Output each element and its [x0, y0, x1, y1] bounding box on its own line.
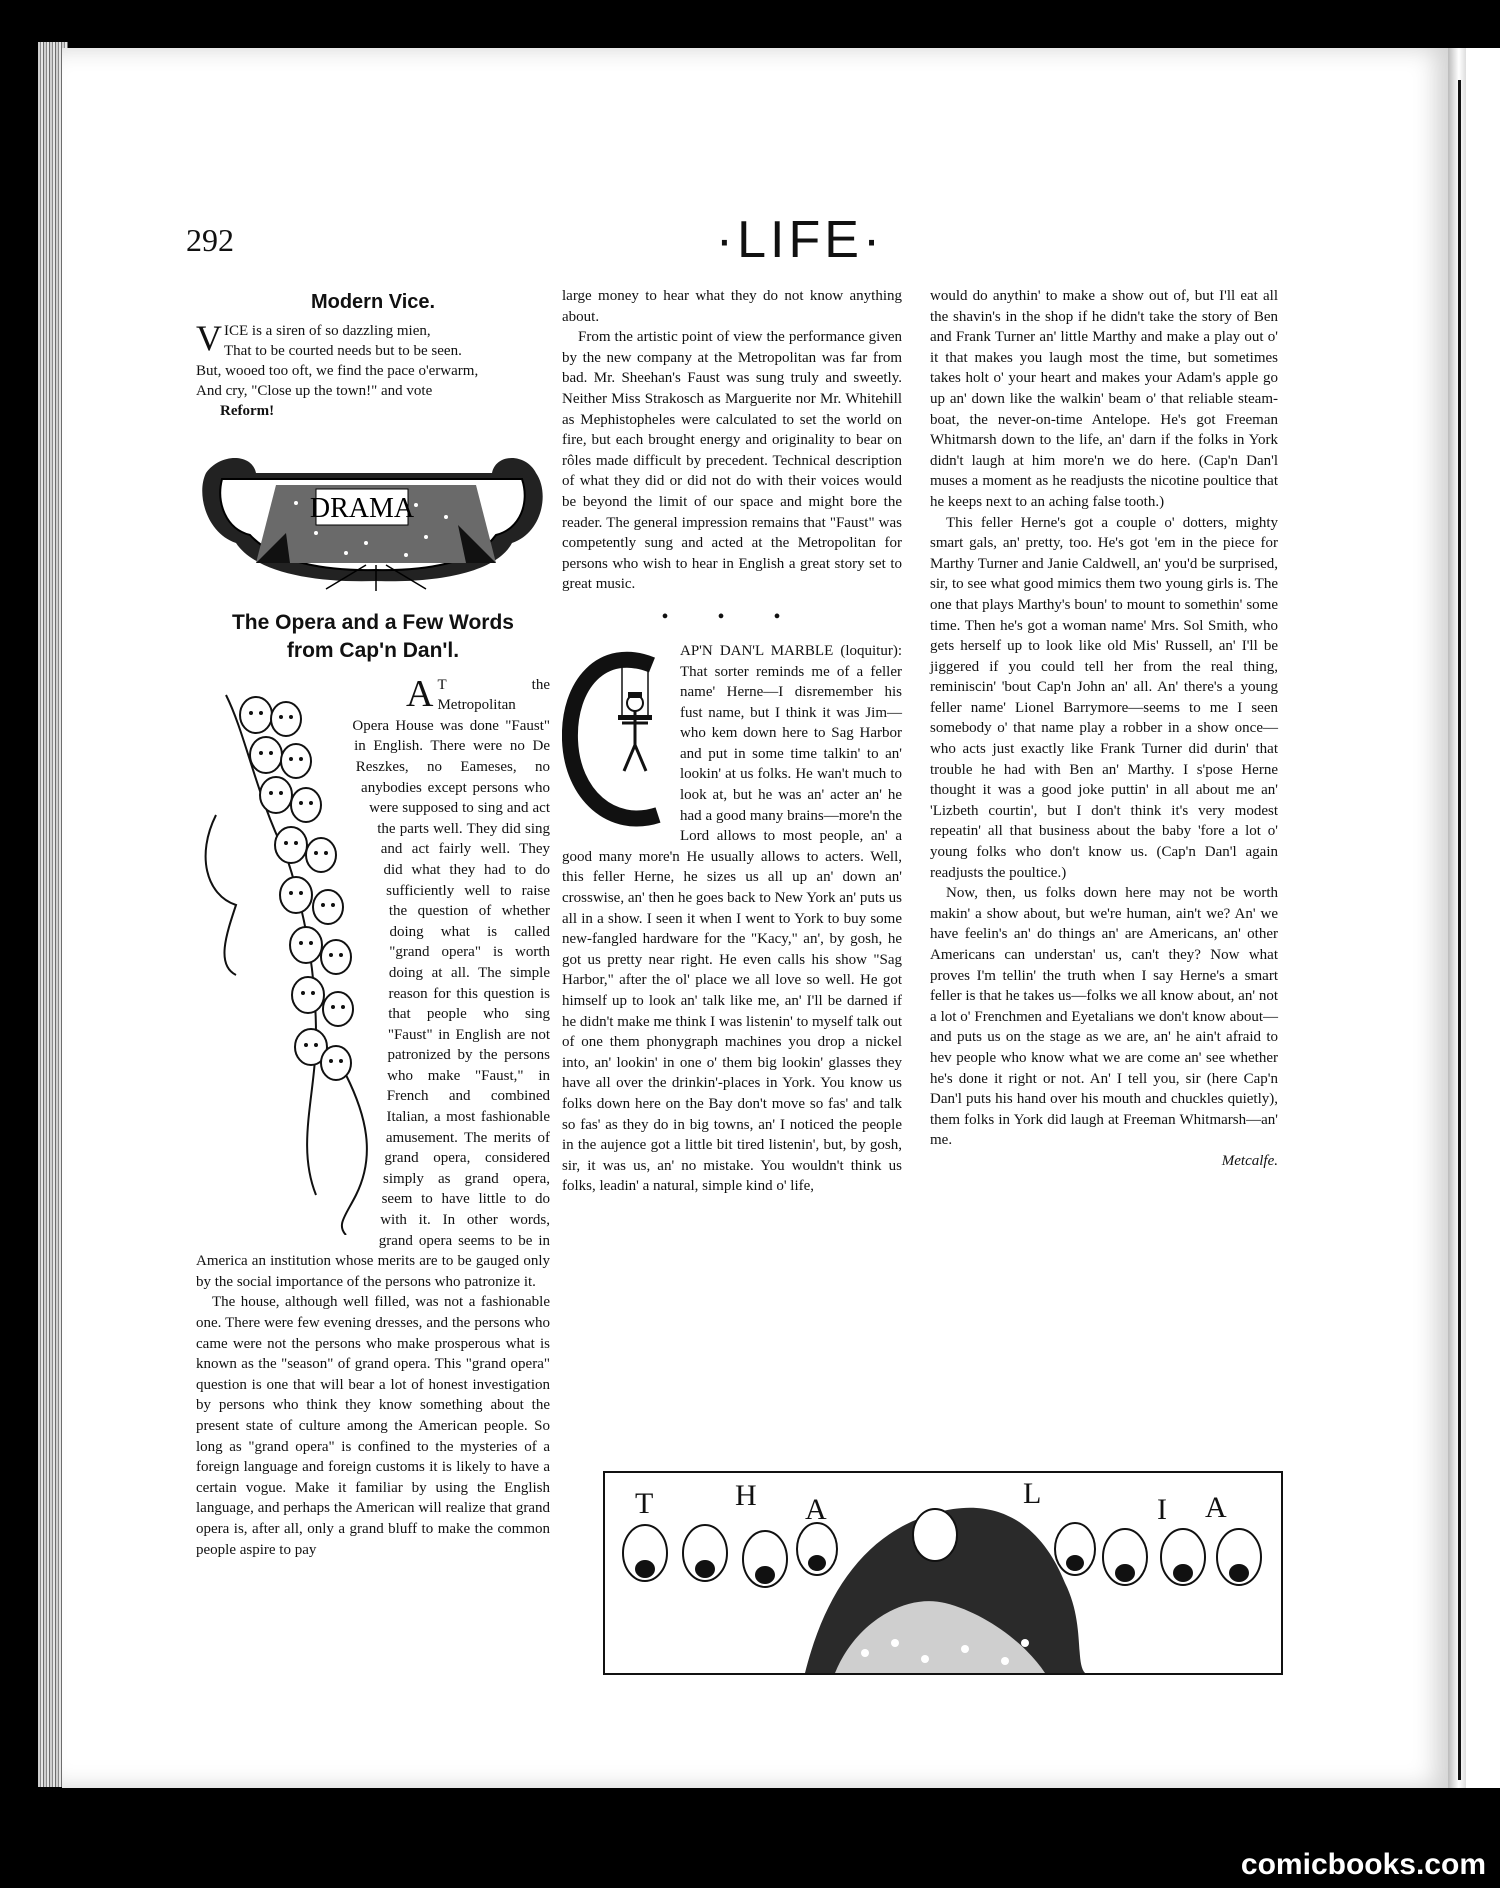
facing-page-border [1458, 80, 1461, 1780]
thalia-letter-t: T [635, 1487, 654, 1520]
section-separator: • • • [661, 605, 803, 628]
poem-line: That to be courted needs but to be seen. [224, 342, 462, 359]
masthead: ·LIFE· [715, 211, 885, 269]
poem-line: ICE is a siren of so dazzling mien, [224, 322, 431, 339]
article-paragraph: From the artistic point of view the performance given by the new company at the Metropolitan was far from bad. Mr. Sheehan's Faust was sung truly and sweetly. Neither Miss Strakosch as Marguerite nor Mr. Whitehill as Mephistopheles were calculated to set the world on fire, but each brought energy and originality to bear on rôles made difficult by precedent. Technical description of what they did or did not do with their voices would be beyond the limit of our space and might bore the reader. The general impression remains that "Faust" was competently sung and acted at the Metropolitan for persons who wish to hear in English a great story set to great music. [562, 329, 902, 593]
capn-section [562, 641, 902, 1197]
article-paragraph: The house, although well filled, was not a fashionable one. There were few evening dresses, and the persons who came were not the persons who make prosperous what is known as the "season" of grand opera. This "grand opera" question is one that will bear a lot of honest investigation by persons who think they know something about the present state of culture among the American people. So long as "grand opera" is confined to the mysteries of a foreign language and foreign customs it is likely to have a certain vogue. Make it familiar by using the English language, and perhaps the American will realize that grand opera is, after all, only a grand bluff to make the common people aspire to pay [196, 1294, 550, 1558]
page-number: 292 [186, 222, 234, 258]
drama-banner-illustration [196, 433, 550, 593]
article-paragraph: would do anythin' to make a show out of, but I'll eat all the shavin's in the shop if he didn't take the story of Ben and Frank Turner an' little Marthy and make a play out o' it that makes you laugh most the time, but sometimes takes holt o' your heart and makes your Adam's apple go up an' down like the walkin' beam o' that reliable steam-boat, the never-on-time Antelope. He's got Freeman Whitmarsh down to the life, an' darn if the folks in York didn't laugh at him more'n we do here. (Cap'n Dan'l muses a moment as he readjusts the nicotine poultice that he keeps next to an aching false tooth.) [930, 288, 1278, 510]
article-paragraph: This feller Herne's got a couple o' dotters, mighty smart gals, an' pretty, too. He's got 'em in the piece for Marthy Turner and Janie Caldwell, an' you'd be surprised, sir, to see what good mimics them two young girls is. The one that plays Marthy's boun' to mount to somethin' some time. Then he's got a woman name' Mrs. Sol Smith, who gets herself up to look like old Mis' Russell, an' I'll be jiggered if you could tell her from the real thing, reminiscin' 'bout Cap'n John an' all. An' there's a young feller name' Lionel Barrymore—seems to me I seen somebody o' that name play a robber in a show once—who acts just exactly like Frank Turner did durin' that trouble he had with Ben an' Marthy. I s'pose Herne thought it was a good joke puttin' in all about me an' 'Lizbeth courtin', but I don't think it's very modest repeatin' all that business about the baby 'fore a lot o' young folks who don't know us. (Cap'n Dan'l again readjusts the poultice.) [930, 514, 1278, 881]
thalia-letter-l: L [1023, 1477, 1042, 1510]
signature: Metcalfe. [1221, 1152, 1278, 1169]
article-title-line1: The Opera and a Few Words [231, 610, 514, 634]
facing-page-edge [1466, 48, 1500, 1788]
thalia-illustration [605, 1473, 1281, 1673]
article-body-col1 [196, 672, 550, 1561]
column-2 [562, 286, 902, 1197]
poem [196, 317, 550, 421]
thalia-banner [603, 1471, 1283, 1675]
poem-dropcap: V [196, 317, 222, 358]
article-paragraph: large money to hear what they do not know anything about. [562, 288, 902, 325]
thalia-letter-i: I [1157, 1493, 1167, 1526]
poem-line: Reform! [220, 402, 275, 419]
article-paragraph: T the Metropolitan Opera House was done "Faust" in English. There were no De Reszkes, no Eameses, no anybodies except persons who were supposed to sing and act the parts well. They did sing and act fairly well. They did what they had to do sufficiently well to raise the question of whether doing what is called "grand opera" is worth doing at all. The simple reason for this question is that people who sing "Faust" in English are not patronized by the persons who make "Faust," in French and combined Italian, a most fashionable amusement. The merits of grand opera, considered simply as grand opera, seem to have little to do with it. In other words, grand opera seems to be in America an institution whose merits are to be gauged only by the social importance of the persons who patronize it. [196, 676, 550, 1290]
thalia-letter-a2: A [1205, 1491, 1227, 1524]
drama-banner [196, 433, 550, 593]
drama-label: DRAMA [309, 492, 415, 524]
watermark: comicbooks.com [1240, 1848, 1486, 1881]
article-title-line2: from Cap'n Dan'l. [286, 638, 460, 662]
thalia-letter-a: A [805, 1493, 827, 1526]
binding-gutter [1448, 48, 1466, 1788]
poem-line: And cry, "Close up the town!" and vote [196, 382, 433, 399]
poem-line: But, wooed too oft, we find the pace o'erwarm, [196, 362, 479, 379]
article-dropcap: A [406, 672, 434, 715]
column-3 [930, 286, 1278, 1172]
article-paragraph: AP'N DAN'L MARBLE (loquitur): That sorter reminds me of a feller name' Herne—I disremember his fust name, but I think it was Jim—who kem down here to Sag Harbor and put in some time talkin' to an' lookin' at us folks. He wan't much to look at, but he was an' acter an' he had a good many brains—more'n the Lord allows to most people, an' a good many more'n He usually allows to acters. Well, this feller Herne, he sizes us all up an' down an' crosswise, an' then he goes back to New York an' puts us all in a show. I seen it when I went to York to buy some new-fangled hardware for the "Kacy," an', by gosh, he got us pretty near right. He even calls his show "Sag Harbor," after the ol' place we all love so well. He got himself up to look an' talk like me, an' I'll be darned if he didn't make me think I was listenin' to myself talk out of one them phonygraph machines you drop a nickel into, an' lookin' in one o' them big lookin' glasses they have all over the drinkin'-places in York. You know us folks down here on the Bay don't move so fas' and talk so fas' as they do in big towns, an' I noticed the people in the aujence got a little bit tired listenin', but, by gosh, sir, it was us, an' no mistake. You wouldn't think us folks, leadin' a natural, simple kind o' life, [562, 642, 902, 1195]
thalia-letter-h: H [735, 1479, 757, 1512]
article-paragraph: Now, then, us folks down here may not be worth makin' a show about, but we're human, ain't we? An' we have feelin's an' do things an' are Americans, an' other Americans can understan' us, can't they? Now what proves I'm tellin' the truth when I say Herne's a smart feller is that he takes us—folks we all know about, an' not a lot o' Frenchmen and Eyetalians we don't know about—and puts us on the stage as we are, an' he ain't afraid to hev people who know what we are come an' see whether he's done it right or not. An' I tell you, sir (here Cap'n Dan'l puts his hand over his mouth and chuckles quietly), them folks in York did laugh at Freeman Whitmarsh—an' me. [930, 885, 1278, 1149]
column-1 [196, 292, 550, 1560]
capn-dropcap-illustration [562, 645, 674, 835]
poem-title: Modern Vice. [310, 291, 436, 313]
